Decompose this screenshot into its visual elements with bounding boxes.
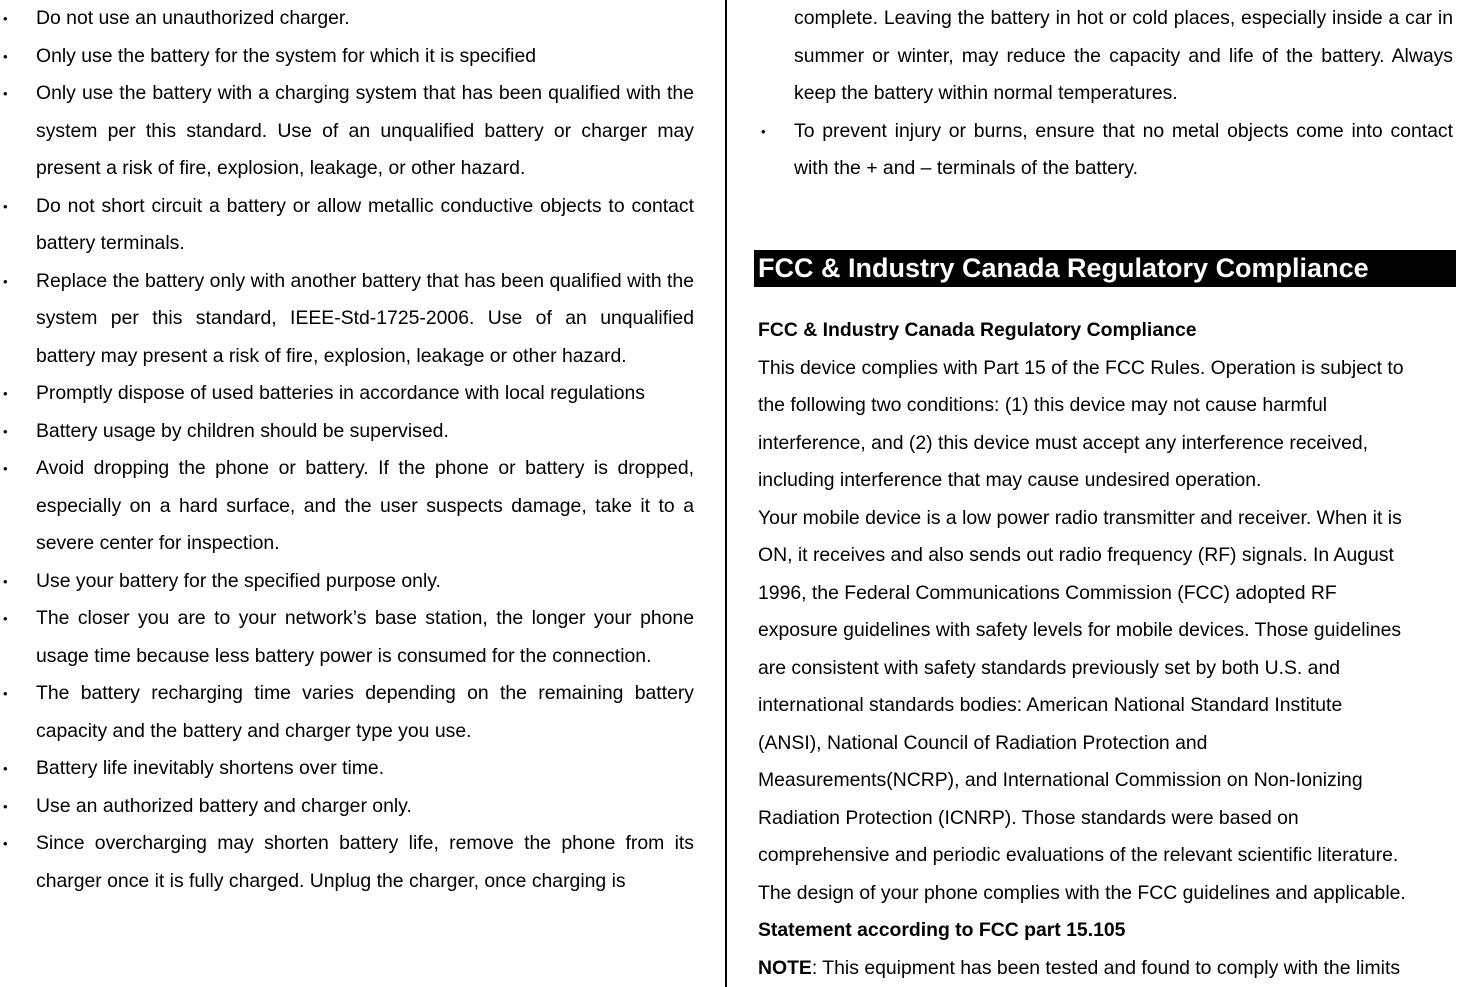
subheading: FCC & Industry Canada Regulatory Compliance (758, 319, 1197, 341)
list-item: • Promptly dispose of used batteries in accordance with local regulations (0, 375, 694, 413)
paragraph-line: including interference that may cause undesired operation. (758, 469, 1262, 491)
list-item: • Do not use an unauthorized charger. (0, 0, 694, 38)
list-item: • The battery recharging time varies depending on the remaining battery capacity and the battery and charger type you use. (0, 675, 694, 750)
paragraph-line: 1996, the Federal Communications Commission (FCC) adopted RF (758, 581, 1337, 604)
list-item: • The closer you are to your network’s base station, the longer your phone usage time because less battery power is consumed for the connection. (0, 600, 694, 675)
paragraph-line: comprehensive and periodic evaluations of the relevant scientific literature. (758, 844, 1399, 866)
paragraph-line: interference, and (2) this device must accept any interference received, (758, 431, 1369, 454)
paragraph-line: Radiation Protection (ICNRP). Those standards were based on (758, 806, 1299, 829)
note-text: : This equipment has been tested and found to comply with the limits (811, 956, 1401, 979)
statement-heading: Statement according to FCC part 15.105 (758, 919, 1126, 941)
battery-safety-continued (758, 0, 1453, 188)
battery-safety-list-continued (758, 113, 1453, 188)
paragraph-line: are consistent with safety standards previously set by both U.S. and (758, 656, 1341, 679)
paragraph-line: the following two conditions: (1) this device may not cause harmful (758, 394, 1328, 416)
list-item: • Only use the battery with a charging system that has been qualified with the system per this standard. Use of an unqualified battery or charger may present a risk of fire, explosion, leakage, or other hazard. (0, 75, 694, 188)
paragraph-line: The design of your phone complies with the FCC guidelines and applicable. (758, 881, 1406, 904)
fcc-compliance-body (758, 312, 1457, 987)
battery-safety-list (0, 0, 694, 900)
list-item: • Battery usage by children should be supervised. (0, 413, 694, 451)
paragraph-line: international standards bodies: American National Standard Institute (758, 694, 1343, 716)
list-item: • Since overcharging may shorten battery life, remove the phone from its charger once it is fully charged. Unplug the charger, once charging is (0, 825, 694, 900)
column-divider (725, 0, 727, 987)
list-item: • Battery life inevitably shortens over time. (0, 750, 694, 788)
paragraph-line: This device complies with Part 15 of the FCC Rules. Operation is subject to (758, 356, 1404, 379)
list-item: • Do not short circuit a battery or allow metallic conductive objects to contact battery terminals. (0, 188, 694, 263)
list-item: • Only use the battery for the system for which it is specified (0, 38, 694, 76)
paragraph-line: Your mobile device is a low power radio transmitter and receiver. When it is (758, 506, 1402, 529)
note-label: NOTE (758, 956, 812, 979)
section-header: FCC & Industry Canada Regulatory Compliance (754, 250, 1456, 287)
list-item: • Avoid dropping the phone or battery. If the phone or battery is dropped, especially on a hard surface, and the user suspects damage, take it to a severe center for inspection. (0, 450, 694, 563)
paragraph-line: (ANSI), National Council of Radiation Protection and (758, 731, 1208, 754)
list-item: • Use your battery for the specified purpose only. (0, 563, 694, 601)
note-paragraph (758, 950, 1457, 987)
list-item: • Use an authorized battery and charger only. (0, 788, 694, 826)
list-item: • Replace the battery only with another battery that has been qualified with the system per this standard, IEEE-Std-1725-2006. Use of an unqualified battery may present a risk of fire, explosion, leakage or other hazard. (0, 263, 694, 376)
paragraph-line: exposure guidelines with safety levels for mobile devices. Those guidelines (758, 619, 1402, 641)
continued-bullet-text: complete. Leaving the battery in hot or cold places, especially inside a car in summer or winter, may reduce the capacity and life of the battery. Always keep the battery within normal temperatures. (794, 7, 1453, 104)
list-item: • To prevent injury or burns, ensure that no metal objects come into contact with the + and – terminals of the battery. (758, 113, 1453, 188)
paragraph-line: ON, it receives and also sends out radio frequency (RF) signals. In August (758, 544, 1394, 566)
paragraph-line: Measurements(NCRP), and International Commission on Non-Ionizing (758, 769, 1363, 791)
